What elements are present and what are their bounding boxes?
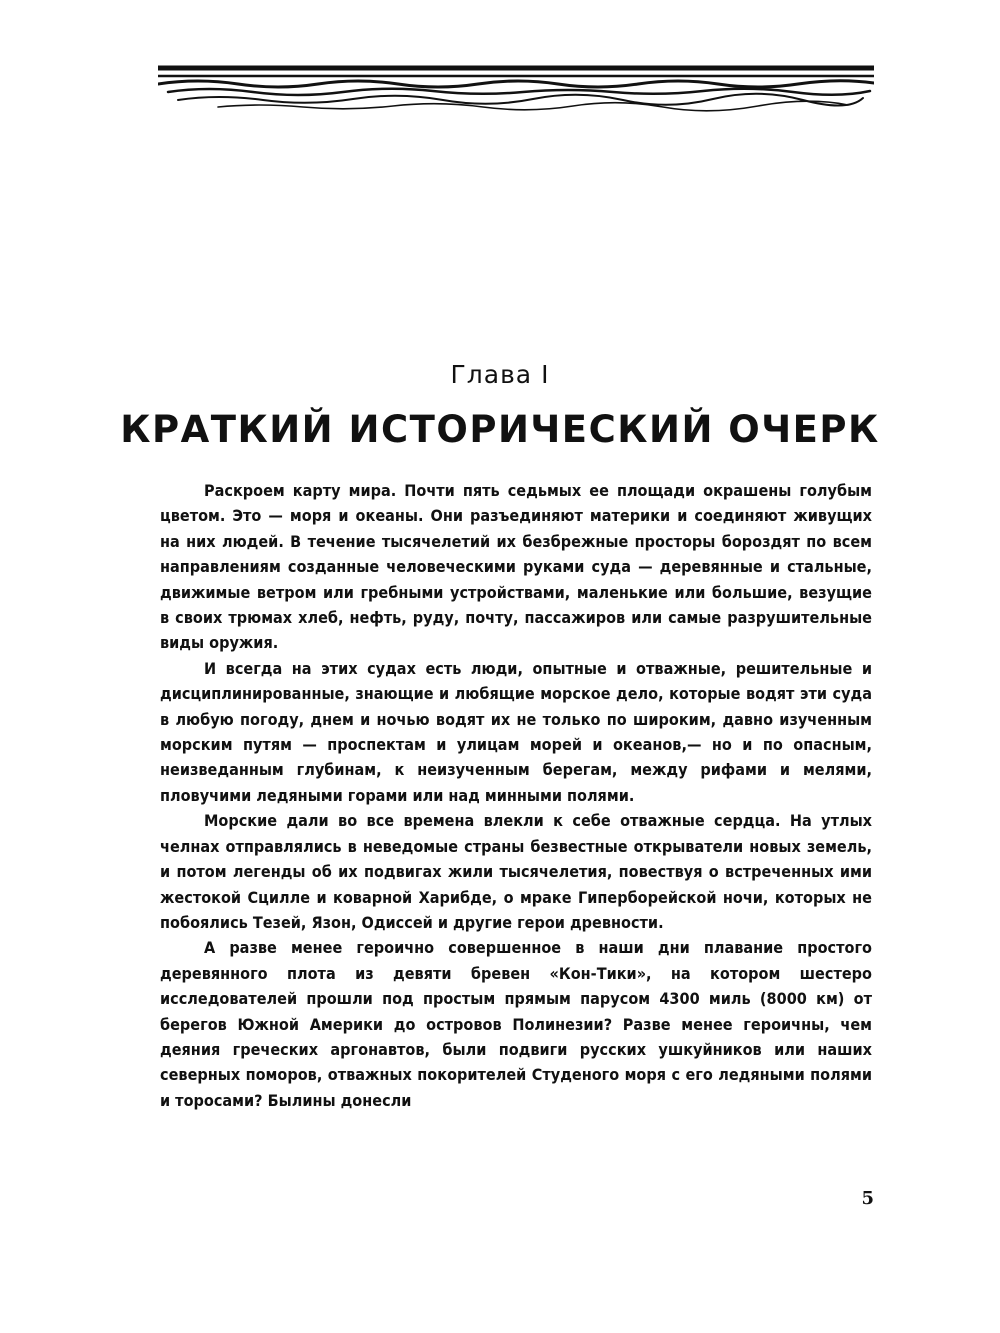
- paragraph: И всегда на этих судах есть люди, опытные и отважные, решительные и дисциплинированные, знающие и любящие морское дело, которые водят эти суда в любую погоду, днем и ночью водят их не только по широким, давно изученным морским путям — проспектам и улицам морей и океанов,— но и по опасным, неизведанным глубинам, к неизученным берегам, между рифами и мелями, пловучими ледяными горами или над минными полями.: [160, 658, 872, 805]
- paragraph: Морские дали во все времена влекли к себе отважные сердца. На утлых челнах отправлялись в неведомые страны безвестные открыватели новых земель, и потом легенды об их подвигах жили тысячелетия, повествуя о встреченных ими жестокой Сцилле и коварной Харибде, о мраке Гиперборейской ночи, которых не побоялись Тезей, Язон, Одиссей и другие герои древности.: [160, 811, 872, 932]
- paragraph: Раскроем карту мира. Почти пять седьмых ее площади окрашены голубым цветом. Это — моря и океаны. Они разъединяют материки и соединяют живущих на них людей. В течение тысячелетий их безбрежные просторы бороздят по всем направлениям созданные человеческими руками суда — деревянные и стальные, движимые ветром или гребными устройствами, маленькие или большие, везущие в своих трюмах хлеб, нефть, руду, почту, пассажиров или самые разрушительные виды оружия.: [160, 481, 872, 653]
- chapter-title: КРАТКИЙ ИСТОРИЧЕСКИЙ ОЧЕРК: [120, 408, 880, 451]
- chapter-number: Глава I: [450, 360, 550, 389]
- body-text: [160, 478, 872, 1113]
- wave-lines-ornament-icon: [158, 62, 874, 112]
- page-number: 5: [861, 1188, 874, 1209]
- paragraph: А разве менее героично совершенное в наши дни плавание простого деревянного плота из девяти бревен «Кон-Тики», на котором шестеро исследователей прошли под простым прямым парусом 4300 миль (8000 км) от берегов Южной Америки до островов Полинезии? Разве менее героичны, чем деяния греческих аргонавтов, были подвиги русских ушкуйников или наших северных поморов, отважных покорителей Студеного моря с его ледяными полями и торосами? Былины донесли: [160, 938, 872, 1110]
